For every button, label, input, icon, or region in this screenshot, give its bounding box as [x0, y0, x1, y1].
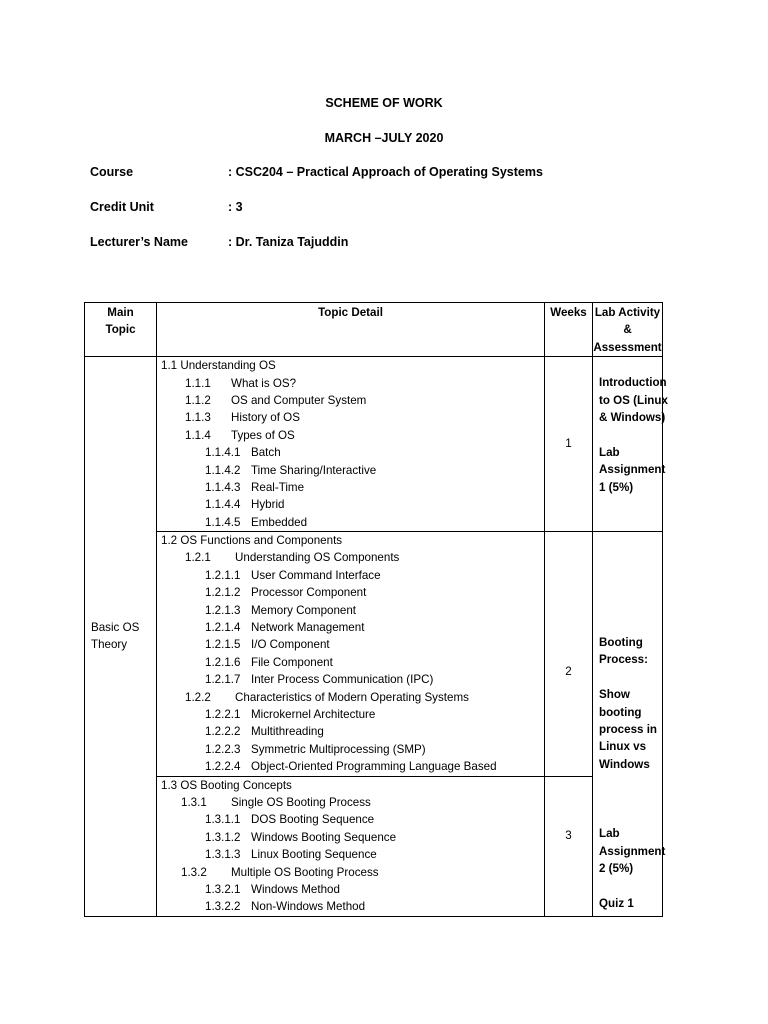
list-item: 1.2.2.2 Multithreading — [205, 725, 324, 739]
list-item: 1.3.1.2 Windows Booting Sequence — [205, 830, 397, 844]
list-item: 1.1.3 History of OS — [185, 411, 300, 425]
list-item: 1.2.1.2 Processor Component — [205, 586, 367, 600]
list-item: 1.3.1 Single OS Booting Process — [181, 795, 371, 809]
section-title: 1.3 OS Booting Concepts — [161, 778, 292, 792]
topic-detail-cell — [157, 357, 545, 532]
course-value: : CSC204 – Practical Approach of Operating Systems — [228, 165, 543, 179]
list-item: 1.1.4.4 Hybrid — [205, 498, 285, 512]
list-item: 1.1.4.1 Batch — [205, 446, 281, 460]
lecturer-value: : Dr. Taniza Tajuddin — [228, 235, 349, 249]
topic-detail-cell — [157, 776, 545, 916]
list-item: 1.2.1.6 File Component — [205, 655, 333, 669]
list-item: 1.2.2 Characteristics of Modern Operating Systems — [185, 690, 469, 704]
weeks-cell: 1 — [545, 357, 593, 532]
scheme-table — [84, 302, 668, 917]
table-row — [85, 532, 663, 776]
list-item: 1.2.1.5 I/O Component — [205, 638, 330, 652]
list-item: 1.2.1.7 Inter Process Communication (IPC) — [205, 673, 434, 687]
header-lab-activity: Lab Activity & Assessment — [593, 303, 663, 357]
list-item: 1.2.1.1 User Command Interface — [205, 568, 381, 582]
weeks-cell: 2 — [545, 532, 593, 776]
list-item: 1.3.2.1 Windows Method — [205, 882, 340, 896]
lab-activity-cell: Booting Process: Show booting process in Linux vs Windows Lab Assignment 2 (5%) Quiz 1 — [593, 532, 663, 917]
list-item: 1.2.1.3 Memory Component — [205, 603, 357, 617]
list-item: 1.2.2.4 Object-Oriented Programming Language Based — [205, 760, 497, 774]
list-item: 1.3.2.2 Non-Windows Method — [205, 900, 366, 914]
list-item: 1.2.1 Understanding OS Components — [185, 551, 400, 565]
lab-activity-cell: Introduction to OS (Linux & Windows) Lab Assignment 1 (5%) — [593, 357, 663, 532]
list-item: 1.1.4 Types of OS — [185, 428, 295, 442]
main-topic-cell: Basic OS Theory — [85, 357, 157, 917]
list-item: 1.1.4.3 Real-Time — [205, 480, 305, 494]
table-row — [85, 776, 663, 916]
list-item: 1.3.2 Multiple OS Booting Process — [181, 865, 379, 879]
header-main-topic: Main Topic — [85, 303, 157, 357]
header-weeks: Weeks — [545, 303, 593, 357]
section-title: 1.2 OS Functions and Components — [161, 534, 343, 548]
list-item: 1.1.4.2 Time Sharing/Interactive — [205, 463, 377, 477]
document-title: SCHEME OF WORK — [325, 96, 443, 110]
section-title: 1.1 Understanding OS — [161, 359, 276, 373]
credit-unit-label: Credit Unit — [90, 200, 154, 214]
document-period: MARCH –JULY 2020 — [324, 131, 444, 145]
list-item: 1.1.2 OS and Computer System — [185, 393, 367, 407]
list-item: 1.3.1.3 Linux Booting Sequence — [205, 848, 377, 862]
list-item: 1.1.4.5 Embedded — [205, 515, 308, 529]
topic-detail-cell — [157, 532, 545, 776]
table-header-row — [85, 303, 663, 357]
list-item: 1.3.1.1 DOS Booting Sequence — [205, 813, 375, 827]
list-item: 1.2.2.3 Symmetric Multiprocessing (SMP) — [205, 742, 426, 756]
weeks-cell: 3 — [545, 776, 593, 916]
table-row — [85, 357, 663, 532]
course-label: Course — [90, 165, 134, 179]
header-topic-detail: Topic Detail — [157, 303, 545, 357]
list-item: 1.1.1 What is OS? — [185, 376, 297, 390]
list-item: 1.2.1.4 Network Management — [205, 621, 365, 635]
list-item: 1.2.2.1 Microkernel Architecture — [205, 707, 376, 721]
credit-unit-value: : 3 — [228, 200, 243, 214]
lecturer-label: Lecturer’s Name — [90, 235, 188, 249]
